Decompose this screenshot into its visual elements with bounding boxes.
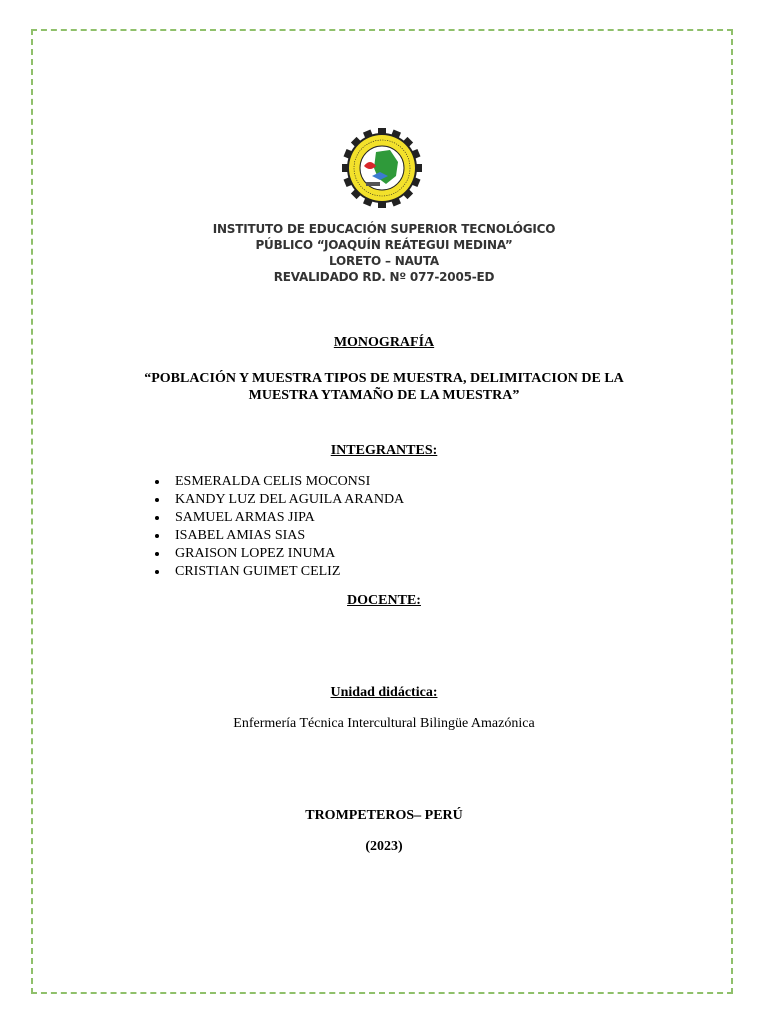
list-item: ESMERALDA CELIS MOCONSI <box>152 473 404 491</box>
institution-name-line1: INSTITUTO DE EDUCACIÓN SUPERIOR TECNOLÓGICO <box>212 222 556 236</box>
bullet-icon <box>155 534 159 538</box>
list-item: KANDY LUZ DEL AGUILA ARANDA <box>152 491 404 509</box>
members-heading: INTEGRANTES: <box>330 443 438 458</box>
document-type-heading: MONOGRAFÍA <box>333 335 435 350</box>
teacher-heading: DOCENTE: <box>347 593 421 608</box>
unit-heading: Unidad didáctica: <box>330 685 438 700</box>
members-list <box>152 473 404 581</box>
institution-name-line2: PÚBLICO “JOAQUÍN REÁTEGUI MEDINA” <box>255 238 513 252</box>
institution-seal-logo <box>320 128 444 208</box>
place-text: TROMPETEROS– PERÚ <box>305 808 463 823</box>
institution-revalidation: REVALIDADO RD. Nº 077-2005-ED <box>273 270 495 284</box>
document-title-line1: “POBLACIÓN Y MUESTRA TIPOS DE MUESTRA, DELIMITACION DE LA <box>144 371 624 386</box>
bullet-icon <box>155 570 159 574</box>
bullet-icon <box>155 552 159 556</box>
bullet-icon <box>155 480 159 484</box>
unit-value: Enfermería Técnica Intercultural Bilingüe Amazónica <box>233 716 535 731</box>
institution-location: LORETO – NAUTA <box>328 254 440 268</box>
list-item: CRISTIAN GUIMET CELIZ <box>152 563 404 581</box>
document-title-line2: MUESTRA YTAMAÑO DE LA MUESTRA” <box>248 388 520 403</box>
bullet-icon <box>155 498 159 502</box>
list-item: GRAISON LOPEZ INUMA <box>152 545 404 563</box>
list-item: SAMUEL ARMAS JIPA <box>152 509 404 527</box>
bullet-icon <box>155 516 159 520</box>
list-item: ISABEL AMIAS SIAS <box>152 527 404 545</box>
year-text: (2023) <box>365 839 403 854</box>
